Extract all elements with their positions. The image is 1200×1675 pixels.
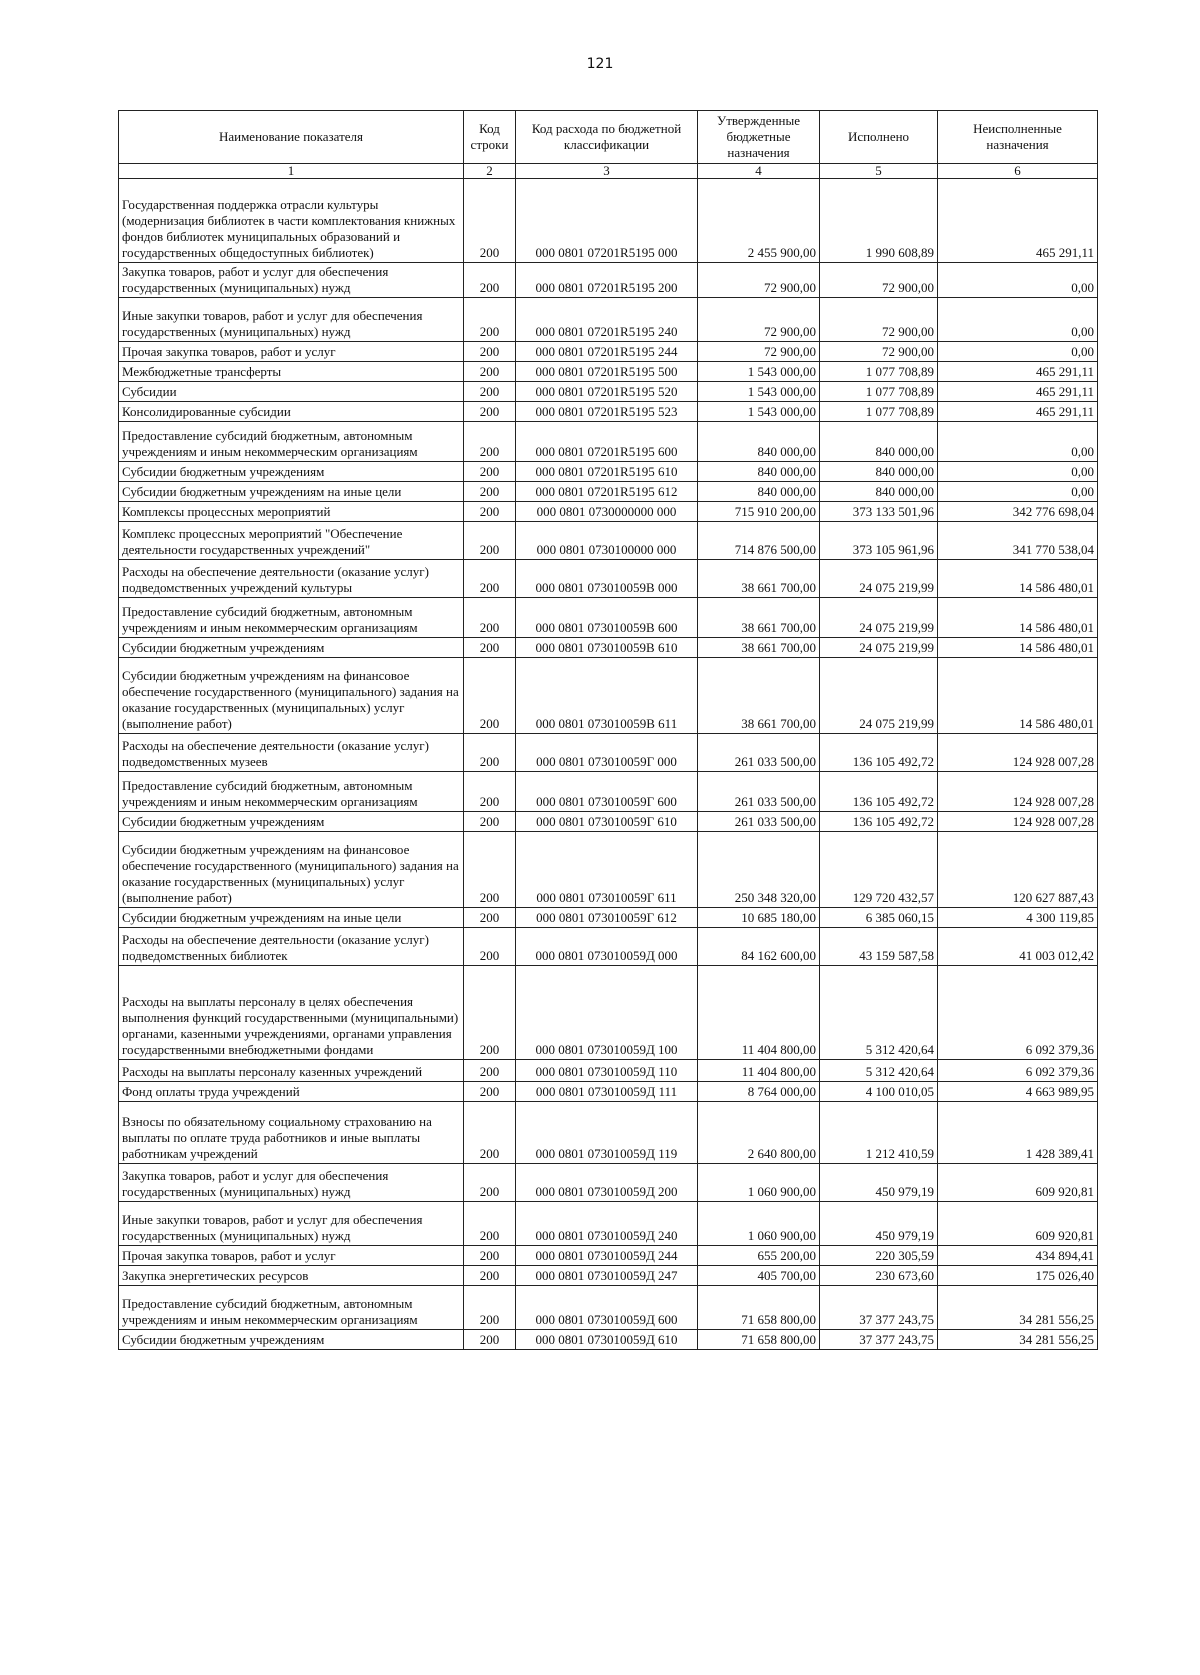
row-unexecuted: 14 586 480,01: [938, 560, 1098, 598]
row-executed: 1 077 708,89: [820, 402, 938, 422]
row-unexecuted: 124 928 007,28: [938, 812, 1098, 832]
row-name: Субсидии бюджетным учреждениям: [119, 812, 464, 832]
row-budget-code: 000 0801 07201R5195 610: [516, 462, 698, 482]
row-name: Предоставление субсидий бюджетным, автономным учреждениям и иным некоммерческим организациям: [119, 1286, 464, 1330]
row-budget-code: 000 0801 073010059Г 611: [516, 832, 698, 908]
row-executed: 840 000,00: [820, 462, 938, 482]
header-name: Наименование показателя: [119, 111, 464, 164]
row-approved: 38 661 700,00: [698, 560, 820, 598]
row-approved: 261 033 500,00: [698, 772, 820, 812]
header-line-code: Код строки: [464, 111, 516, 164]
column-number: 1: [119, 164, 464, 179]
row-unexecuted: 6 092 379,36: [938, 966, 1098, 1060]
row-name: Прочая закупка товаров, работ и услуг: [119, 342, 464, 362]
header-unexecuted: Неисполненные назначения: [938, 111, 1098, 164]
row-approved: 840 000,00: [698, 422, 820, 462]
row-name: Субсидии бюджетным учреждениям: [119, 638, 464, 658]
row-budget-code: 000 0801 073010059Д 610: [516, 1330, 698, 1350]
row-budget-code: 000 0801 07201R5195 200: [516, 263, 698, 298]
table-row: [119, 1286, 1098, 1330]
row-approved: 8 764 000,00: [698, 1082, 820, 1102]
row-budget-code: 000 0801 073010059Д 000: [516, 928, 698, 966]
table-row: [119, 908, 1098, 928]
header-approved: Утвержденные бюджетные назначения: [698, 111, 820, 164]
row-line-code: 200: [464, 1266, 516, 1286]
row-executed: 373 133 501,96: [820, 502, 938, 522]
row-executed: 129 720 432,57: [820, 832, 938, 908]
row-budget-code: 000 0801 073010059Г 000: [516, 734, 698, 772]
row-budget-code: 000 0801 073010059Д 244: [516, 1246, 698, 1266]
row-executed: 24 075 219,99: [820, 598, 938, 638]
row-name: Предоставление субсидий бюджетным, автономным учреждениям и иным некоммерческим организациям: [119, 422, 464, 462]
row-approved: 72 900,00: [698, 342, 820, 362]
row-approved: 71 658 800,00: [698, 1330, 820, 1350]
row-unexecuted: 465 291,11: [938, 382, 1098, 402]
row-unexecuted: 0,00: [938, 263, 1098, 298]
row-approved: 250 348 320,00: [698, 832, 820, 908]
row-budget-code: 000 0801 07201R5195 500: [516, 362, 698, 382]
row-name: Консолидированные субсидии: [119, 402, 464, 422]
row-line-code: 200: [464, 502, 516, 522]
row-budget-code: 000 0801 073010059Д 110: [516, 1060, 698, 1082]
row-line-code: 200: [464, 928, 516, 966]
row-approved: 38 661 700,00: [698, 638, 820, 658]
table-row: [119, 966, 1098, 1060]
row-budget-code: 000 0801 073010059В 610: [516, 638, 698, 658]
row-budget-code: 000 0801 073010059В 611: [516, 658, 698, 734]
row-unexecuted: 175 026,40: [938, 1266, 1098, 1286]
table-row: [119, 638, 1098, 658]
table-row: [119, 263, 1098, 298]
row-executed: 220 305,59: [820, 1246, 938, 1266]
row-unexecuted: 341 770 538,04: [938, 522, 1098, 560]
row-executed: 37 377 243,75: [820, 1286, 938, 1330]
row-line-code: 200: [464, 1082, 516, 1102]
table-row: [119, 298, 1098, 342]
row-budget-code: 000 0801 073010059Д 119: [516, 1102, 698, 1164]
row-approved: 840 000,00: [698, 462, 820, 482]
column-number-row: [119, 164, 1098, 179]
table-row: [119, 928, 1098, 966]
row-budget-code: 000 0801 073010059Д 240: [516, 1202, 698, 1246]
row-executed: 1 212 410,59: [820, 1102, 938, 1164]
header-executed: Исполнено: [820, 111, 938, 164]
row-budget-code: 000 0801 073010059В 000: [516, 560, 698, 598]
row-executed: 4 100 010,05: [820, 1082, 938, 1102]
row-approved: 655 200,00: [698, 1246, 820, 1266]
row-name: Государственная поддержка отрасли культуры (модернизация библиотек в части комплектования книжных фондов библиотек муниципальных образований и государственных общедоступных библиотек): [119, 179, 464, 263]
column-number: 5: [820, 164, 938, 179]
row-line-code: 200: [464, 832, 516, 908]
table-row: [119, 832, 1098, 908]
row-executed: 5 312 420,64: [820, 1060, 938, 1082]
row-line-code: 200: [464, 1060, 516, 1082]
row-line-code: 200: [464, 560, 516, 598]
row-unexecuted: 34 281 556,25: [938, 1286, 1098, 1330]
row-line-code: 200: [464, 966, 516, 1060]
row-budget-code: 000 0801 07201R5195 612: [516, 482, 698, 502]
row-line-code: 200: [464, 638, 516, 658]
row-line-code: 200: [464, 402, 516, 422]
column-number: 3: [516, 164, 698, 179]
row-unexecuted: 465 291,11: [938, 362, 1098, 382]
row-line-code: 200: [464, 263, 516, 298]
row-approved: 2 640 800,00: [698, 1102, 820, 1164]
table-row: [119, 482, 1098, 502]
row-executed: 1 077 708,89: [820, 382, 938, 402]
row-name: Закупка энергетических ресурсов: [119, 1266, 464, 1286]
row-executed: 1 077 708,89: [820, 362, 938, 382]
row-name: Иные закупки товаров, работ и услуг для обеспечения государственных (муниципальных) нужд: [119, 1202, 464, 1246]
row-name: Предоставление субсидий бюджетным, автономным учреждениям и иным некоммерческим организациям: [119, 772, 464, 812]
row-executed: 1 990 608,89: [820, 179, 938, 263]
row-line-code: 200: [464, 522, 516, 560]
row-name: Комплексы процессных мероприятий: [119, 502, 464, 522]
table-row: [119, 1202, 1098, 1246]
row-unexecuted: 0,00: [938, 342, 1098, 362]
row-executed: 24 075 219,99: [820, 658, 938, 734]
row-executed: 5 312 420,64: [820, 966, 938, 1060]
row-executed: 230 673,60: [820, 1266, 938, 1286]
row-budget-code: 000 0801 073010059Д 111: [516, 1082, 698, 1102]
row-unexecuted: 14 586 480,01: [938, 598, 1098, 638]
row-approved: 715 910 200,00: [698, 502, 820, 522]
column-number: 6: [938, 164, 1098, 179]
row-approved: 714 876 500,00: [698, 522, 820, 560]
row-name: Фонд оплаты труда учреждений: [119, 1082, 464, 1102]
row-approved: 840 000,00: [698, 482, 820, 502]
row-line-code: 200: [464, 658, 516, 734]
row-budget-code: 000 0801 07201R5195 240: [516, 298, 698, 342]
table-row: [119, 1164, 1098, 1202]
row-approved: 38 661 700,00: [698, 658, 820, 734]
row-line-code: 200: [464, 1246, 516, 1266]
row-budget-code: 000 0801 073010059Д 200: [516, 1164, 698, 1202]
row-approved: 1 060 900,00: [698, 1164, 820, 1202]
row-executed: 72 900,00: [820, 342, 938, 362]
row-name: Субсидии: [119, 382, 464, 402]
row-line-code: 200: [464, 812, 516, 832]
row-budget-code: 000 0801 073010059Г 610: [516, 812, 698, 832]
row-budget-code: 000 0801 07201R5195 523: [516, 402, 698, 422]
row-line-code: 200: [464, 1286, 516, 1330]
header-row: [119, 111, 1098, 164]
row-budget-code: 000 0801 073010059Д 247: [516, 1266, 698, 1286]
row-name: Межбюджетные трансферты: [119, 362, 464, 382]
row-unexecuted: 124 928 007,28: [938, 772, 1098, 812]
row-unexecuted: 465 291,11: [938, 402, 1098, 422]
row-name: Расходы на выплаты персоналу в целях обеспечения выполнения функций государственными (муниципальными) органами, казенными учреждениями, органами управления государственными внебюджетными фондами: [119, 966, 464, 1060]
row-executed: 6 385 060,15: [820, 908, 938, 928]
row-approved: 1 543 000,00: [698, 362, 820, 382]
row-executed: 37 377 243,75: [820, 1330, 938, 1350]
table-row: [119, 560, 1098, 598]
row-line-code: 200: [464, 1330, 516, 1350]
table-row: [119, 1060, 1098, 1082]
row-unexecuted: 41 003 012,42: [938, 928, 1098, 966]
row-line-code: 200: [464, 908, 516, 928]
row-approved: 72 900,00: [698, 263, 820, 298]
table-row: [119, 772, 1098, 812]
row-unexecuted: 4 663 989,95: [938, 1082, 1098, 1102]
table-row: [119, 382, 1098, 402]
table-header: [119, 111, 1098, 179]
budget-execution-table: [118, 110, 1098, 1350]
row-unexecuted: 4 300 119,85: [938, 908, 1098, 928]
row-name: Субсидии бюджетным учреждениям на иные цели: [119, 908, 464, 928]
row-executed: 450 979,19: [820, 1202, 938, 1246]
table-row: [119, 658, 1098, 734]
row-executed: 24 075 219,99: [820, 560, 938, 598]
row-unexecuted: 342 776 698,04: [938, 502, 1098, 522]
row-name: Субсидии бюджетным учреждениям на финансовое обеспечение государственного (муниципального) задания на оказание государственных (муниципальных) услуг (выполнение работ): [119, 832, 464, 908]
row-name: Расходы на обеспечение деятельности (оказание услуг) подведомственных библиотек: [119, 928, 464, 966]
row-approved: 261 033 500,00: [698, 734, 820, 772]
row-approved: 1 543 000,00: [698, 382, 820, 402]
table-row: [119, 1330, 1098, 1350]
table-row: [119, 1102, 1098, 1164]
row-line-code: 200: [464, 298, 516, 342]
row-name: Субсидии бюджетным учреждениям на финансовое обеспечение государственного (муниципального) задания на оказание государственных (муниципальных) услуг (выполнение работ): [119, 658, 464, 734]
row-unexecuted: 34 281 556,25: [938, 1330, 1098, 1350]
table-row: [119, 1082, 1098, 1102]
header-budget-code: Код расхода по бюджетной классификации: [516, 111, 698, 164]
row-executed: 24 075 219,99: [820, 638, 938, 658]
row-name: Расходы на обеспечение деятельности (оказание услуг) подведомственных музеев: [119, 734, 464, 772]
row-line-code: 200: [464, 362, 516, 382]
row-line-code: 200: [464, 598, 516, 638]
row-budget-code: 000 0801 0730100000 000: [516, 522, 698, 560]
row-line-code: 200: [464, 772, 516, 812]
table-row: [119, 422, 1098, 462]
table-row: [119, 598, 1098, 638]
table-row: [119, 734, 1098, 772]
table-row: [119, 362, 1098, 382]
row-executed: 840 000,00: [820, 422, 938, 462]
row-line-code: 200: [464, 342, 516, 362]
table-row: [119, 522, 1098, 560]
row-unexecuted: 465 291,11: [938, 179, 1098, 263]
row-line-code: 200: [464, 462, 516, 482]
row-name: Взносы по обязательному социальному страхованию на выплаты по оплате труда работников и иные выплаты работникам учреждений: [119, 1102, 464, 1164]
row-budget-code: 000 0801 073010059Д 600: [516, 1286, 698, 1330]
row-approved: 11 404 800,00: [698, 966, 820, 1060]
row-budget-code: 000 0801 0730000000 000: [516, 502, 698, 522]
row-executed: 136 105 492,72: [820, 734, 938, 772]
row-line-code: 200: [464, 422, 516, 462]
table-row: [119, 179, 1098, 263]
row-name: Закупка товаров, работ и услуг для обеспечения государственных (муниципальных) нужд: [119, 263, 464, 298]
row-approved: 1 543 000,00: [698, 402, 820, 422]
table-row: [119, 1246, 1098, 1266]
row-unexecuted: 124 928 007,28: [938, 734, 1098, 772]
row-line-code: 200: [464, 1164, 516, 1202]
row-approved: 2 455 900,00: [698, 179, 820, 263]
row-name: Предоставление субсидий бюджетным, автономным учреждениям и иным некоммерческим организациям: [119, 598, 464, 638]
row-executed: 43 159 587,58: [820, 928, 938, 966]
row-unexecuted: 434 894,41: [938, 1246, 1098, 1266]
table-row: [119, 812, 1098, 832]
row-approved: 72 900,00: [698, 298, 820, 342]
row-budget-code: 000 0801 073010059Г 612: [516, 908, 698, 928]
row-name: Иные закупки товаров, работ и услуг для обеспечения государственных (муниципальных) нужд: [119, 298, 464, 342]
column-number: 2: [464, 164, 516, 179]
row-executed: 840 000,00: [820, 482, 938, 502]
row-budget-code: 000 0801 073010059В 600: [516, 598, 698, 638]
row-approved: 10 685 180,00: [698, 908, 820, 928]
row-executed: 136 105 492,72: [820, 772, 938, 812]
row-name: Расходы на выплаты персоналу казенных учреждений: [119, 1060, 464, 1082]
row-approved: 38 661 700,00: [698, 598, 820, 638]
row-line-code: 200: [464, 482, 516, 502]
row-name: Комплекс процессных мероприятий "Обеспечение деятельности государственных учреждений": [119, 522, 464, 560]
row-unexecuted: 14 586 480,01: [938, 658, 1098, 734]
row-budget-code: 000 0801 07201R5195 520: [516, 382, 698, 402]
row-budget-code: 000 0801 07201R5195 244: [516, 342, 698, 362]
row-approved: 71 658 800,00: [698, 1286, 820, 1330]
page-number: 121: [586, 56, 614, 72]
row-line-code: 200: [464, 1202, 516, 1246]
row-unexecuted: 0,00: [938, 422, 1098, 462]
row-name: Закупка товаров, работ и услуг для обеспечения государственных (муниципальных) нужд: [119, 1164, 464, 1202]
table-row: [119, 1266, 1098, 1286]
row-executed: 72 900,00: [820, 263, 938, 298]
row-unexecuted: 0,00: [938, 462, 1098, 482]
row-executed: 450 979,19: [820, 1164, 938, 1202]
table-row: [119, 342, 1098, 362]
row-executed: 72 900,00: [820, 298, 938, 342]
row-name: Субсидии бюджетным учреждениям: [119, 1330, 464, 1350]
row-unexecuted: 609 920,81: [938, 1202, 1098, 1246]
row-line-code: 200: [464, 382, 516, 402]
row-name: Расходы на обеспечение деятельности (оказание услуг) подведомственных учреждений культуры: [119, 560, 464, 598]
table-body: [119, 179, 1098, 1350]
table-row: [119, 402, 1098, 422]
row-approved: 405 700,00: [698, 1266, 820, 1286]
row-approved: 84 162 600,00: [698, 928, 820, 966]
row-approved: 1 060 900,00: [698, 1202, 820, 1246]
row-line-code: 200: [464, 734, 516, 772]
row-name: Прочая закупка товаров, работ и услуг: [119, 1246, 464, 1266]
row-unexecuted: 120 627 887,43: [938, 832, 1098, 908]
row-unexecuted: 0,00: [938, 482, 1098, 502]
row-budget-code: 000 0801 07201R5195 000: [516, 179, 698, 263]
row-budget-code: 000 0801 073010059Д 100: [516, 966, 698, 1060]
row-approved: 11 404 800,00: [698, 1060, 820, 1082]
row-name: Субсидии бюджетным учреждениям: [119, 462, 464, 482]
column-number: 4: [698, 164, 820, 179]
row-line-code: 200: [464, 1102, 516, 1164]
table-row: [119, 502, 1098, 522]
row-approved: 261 033 500,00: [698, 812, 820, 832]
row-unexecuted: 609 920,81: [938, 1164, 1098, 1202]
row-unexecuted: 6 092 379,36: [938, 1060, 1098, 1082]
row-budget-code: 000 0801 07201R5195 600: [516, 422, 698, 462]
row-executed: 373 105 961,96: [820, 522, 938, 560]
row-name: Субсидии бюджетным учреждениям на иные цели: [119, 482, 464, 502]
row-unexecuted: 0,00: [938, 298, 1098, 342]
row-unexecuted: 14 586 480,01: [938, 638, 1098, 658]
row-budget-code: 000 0801 073010059Г 600: [516, 772, 698, 812]
row-unexecuted: 1 428 389,41: [938, 1102, 1098, 1164]
row-executed: 136 105 492,72: [820, 812, 938, 832]
row-line-code: 200: [464, 179, 516, 263]
table-row: [119, 462, 1098, 482]
